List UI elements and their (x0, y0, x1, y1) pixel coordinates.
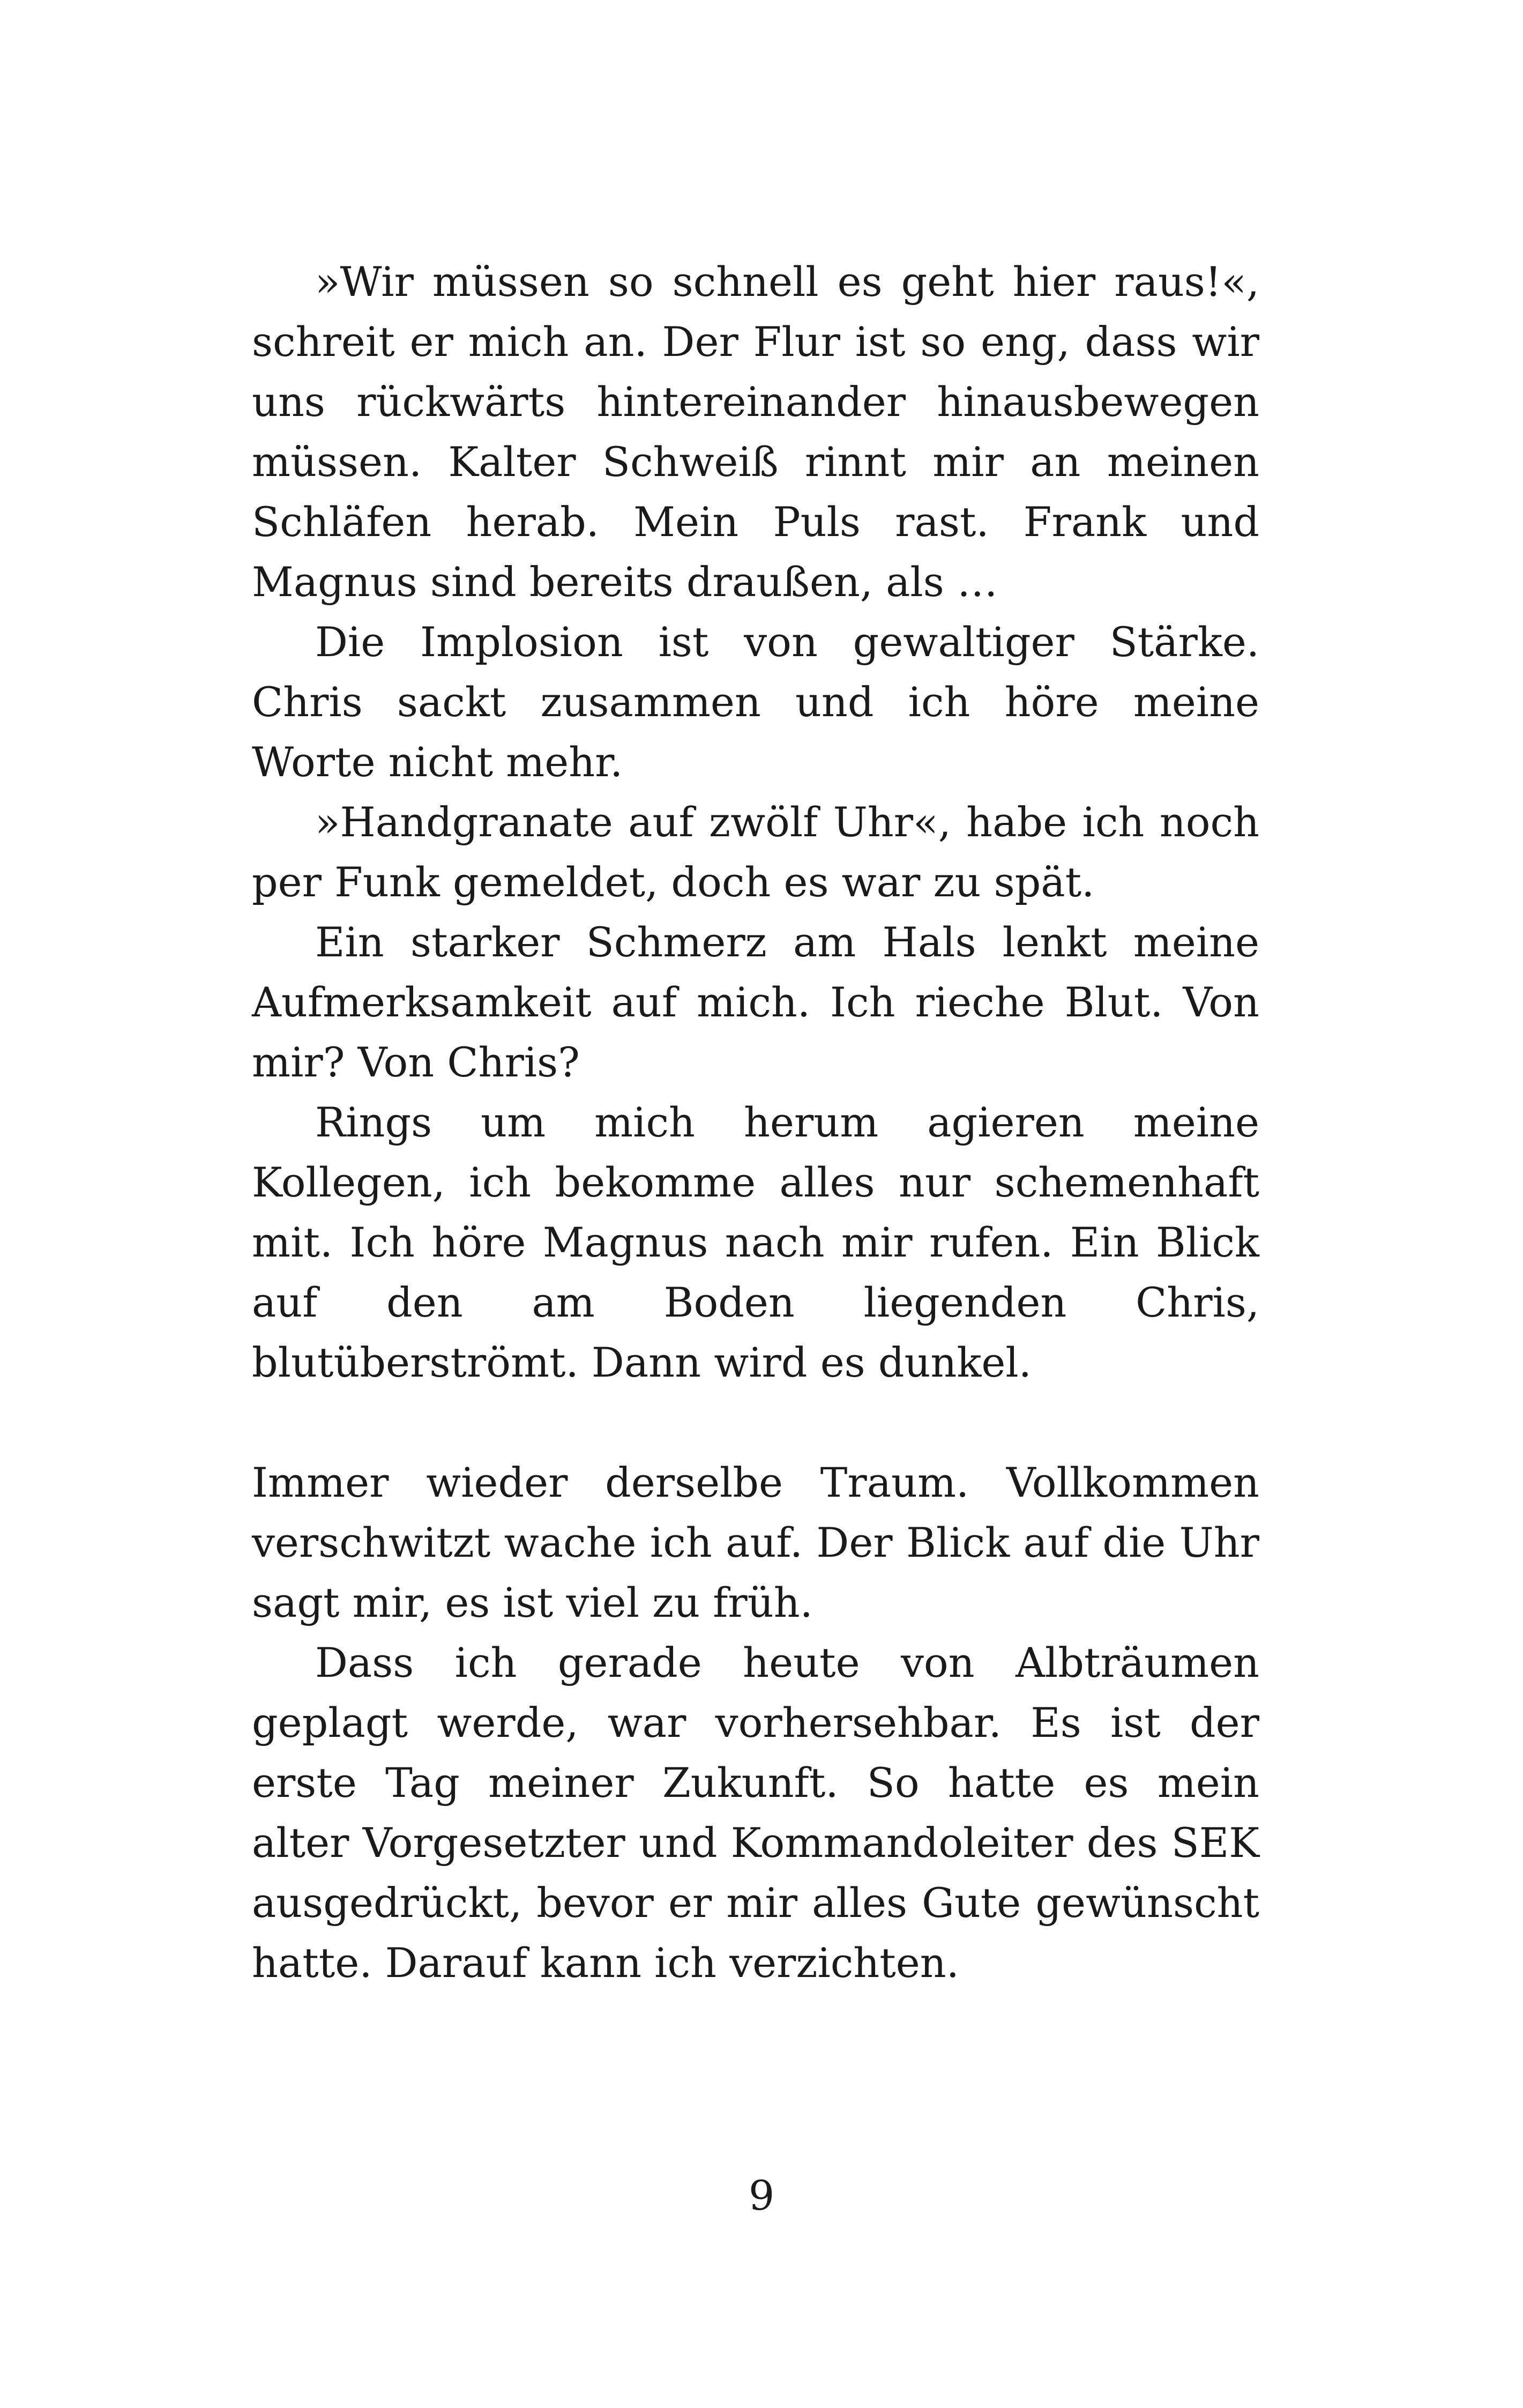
paragraph: »Handgranate auf zwölf Uhr«, habe ich noch per Funk gemeldet, doch es war zu spät. (252, 798, 1259, 906)
paragraph: Die Implosion ist von gewaltiger Stärke. Chris sackt zusammen und ich höre meine Worte nicht mehr. (252, 618, 1259, 786)
section-break (252, 1393, 1259, 1453)
paragraph: Immer wieder derselbe Traum. Vollkommen verschwitzt wache ich auf. Der Blick auf die Uhr sagt mir, es ist viel zu früh. (252, 1459, 1259, 1626)
body-text (252, 252, 1259, 1993)
page-number: 9 (748, 2172, 775, 2219)
paragraph: Dass ich gerade heute von Albträumen geplagt werde, war vorhersehbar. Es ist der erste Tag meiner Zukunft. So hatte es mein alter Vorgesetzter und Kommandoleiter des SEK ausgedrückt, bevor er mir alles Gute gewünscht hatte. Darauf kann ich verzichten. (252, 1639, 1259, 1987)
paragraph: Rings um mich herum agieren meine Kollegen, ich bekomme alles nur schemenhaft mit. Ich höre Magnus nach mir rufen. Ein Blick auf den am Boden liegenden Chris, blutüberströmt. Dann wird es dunkel. (252, 1098, 1259, 1386)
paragraph: »Wir müssen so schnell es geht hier raus!«, schreit er mich an. Der Flur ist so eng, dass wir uns rückwärts hintereinander hinausbewegen müssen. Kalter Schweiß rinnt mir an meinen Schläfen herab. Mein Puls rast. Frank und Magnus sind bereits draußen, als … (252, 258, 1259, 606)
paragraph: Ein starker Schmerz am Hals lenkt meine Aufmerksamkeit auf mich. Ich rieche Blut. Von mir? Von Chris? (252, 918, 1259, 1086)
